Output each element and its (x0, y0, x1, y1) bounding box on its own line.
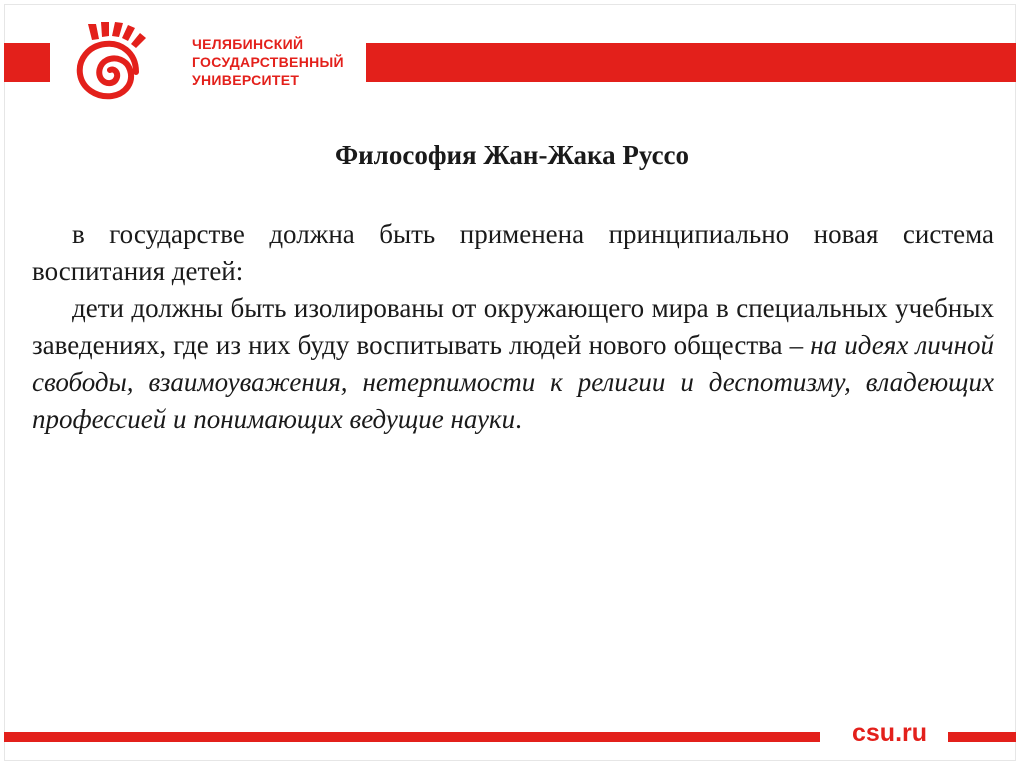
university-name (192, 35, 344, 89)
header-bar-left (4, 43, 50, 82)
paragraph-2 (32, 290, 994, 438)
paragraph-2-end: . (515, 404, 522, 434)
paragraph-1: в государстве должна быть применена принципиально новая система воспитания детей: (32, 219, 994, 286)
footer-bar-left (4, 732, 820, 742)
header-bar-right (366, 43, 1016, 82)
paragraph-2-text: дети должны быть изолированы от окружающего мира в специальных учебных заведениях, где из них буду воспитывать людей нового общества – (32, 293, 994, 360)
university-name-line-3: УНИВЕРСИТЕТ (192, 72, 300, 88)
paragraph-2-emphasis: на идеях личной свободы, взаимоуважения, нетерпимости к религии и деспотизму, владеющих профессией и понимающих ведущие науки (32, 330, 995, 434)
slide-title: Философия Жан-Жака Руссо (334, 140, 690, 170)
footer-bar-right (948, 732, 1016, 742)
university-name-line-2: ГОСУДАРСТВЕННЫЙ (192, 54, 344, 70)
university-logo-icon (70, 22, 180, 102)
site-url[interactable]: csu.ru (852, 719, 928, 747)
slide-body (32, 216, 994, 438)
university-name-line-1: ЧЕЛЯБИНСКИЙ (192, 36, 304, 52)
